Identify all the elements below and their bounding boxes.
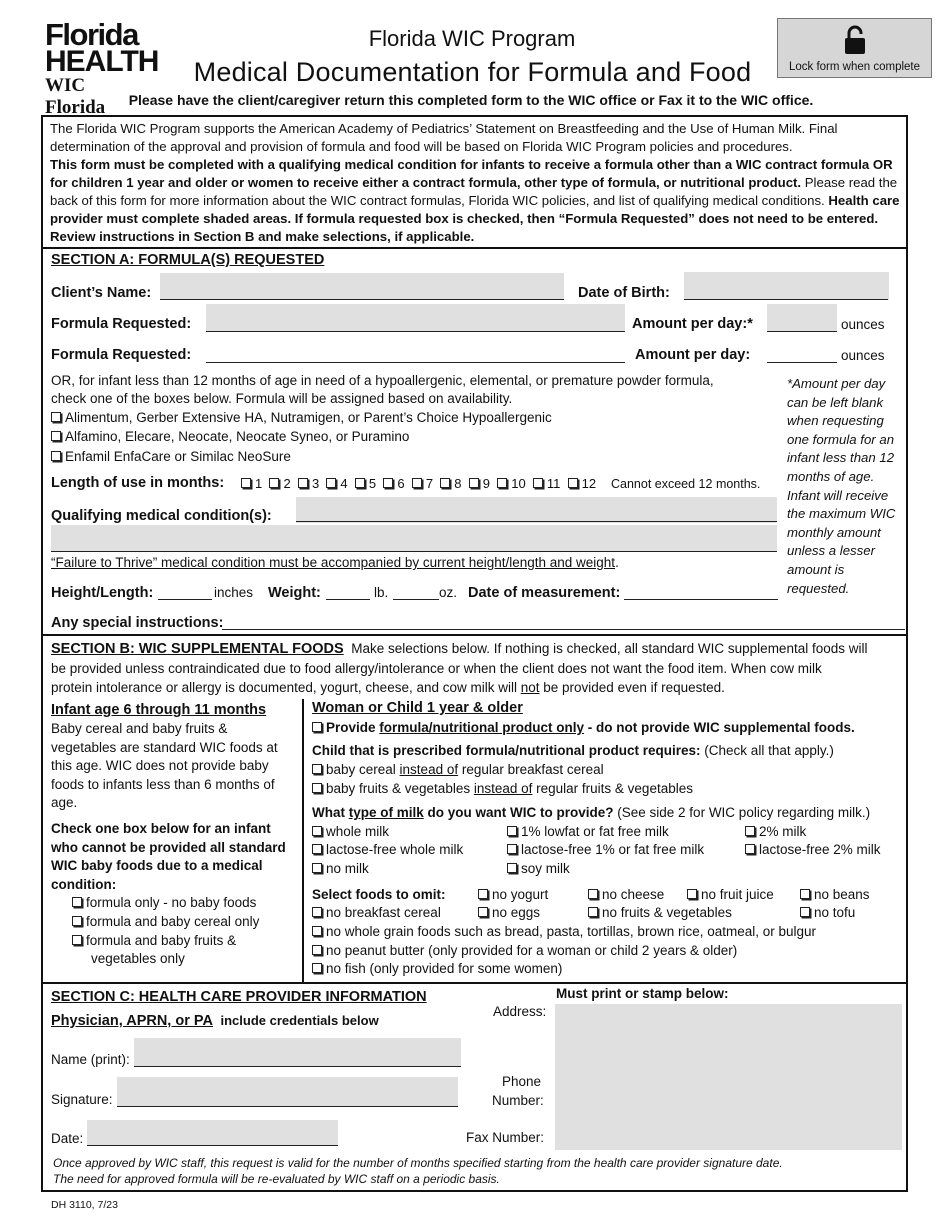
milk-option-soy[interactable] <box>507 860 570 879</box>
amount-per-day-2-label: Amount per day: <box>635 347 751 363</box>
checkbox-icon[interactable] <box>51 451 61 461</box>
milk-q-d: (See side 2 for WIC policy regarding milk.) <box>613 805 871 820</box>
form-subtitle: Please have the client/caregiver return this completed form to the WIC office or Fax it to the WIC office. <box>128 92 814 108</box>
milk-option-whole[interactable] <box>312 823 389 842</box>
milk-q-a: What <box>312 805 349 820</box>
name-print-field[interactable] <box>134 1038 461 1066</box>
footnote-2: The need for approved formula will be re-evaluated by WIC staff on a periodic basis. <box>53 1172 500 1186</box>
formula-option-2[interactable] <box>51 428 409 447</box>
month-label: 12 <box>581 476 597 491</box>
failure-to-thrive-note: “Failure to Thrive” medical condition must be accompanied by current height/length and weight. <box>51 555 619 570</box>
milk-label: 1% lowfat or fat free milk <box>521 824 669 839</box>
logo-line-health: HEALTH <box>45 45 159 78</box>
formula-requested-1-label: Formula Requested: <box>51 316 192 332</box>
month-label: 6 <box>397 476 405 491</box>
checkbox-icon[interactable] <box>687 889 697 899</box>
omit-label: Select foods to omit: <box>312 887 446 902</box>
provide-b: formula/nutritional product only <box>379 720 585 735</box>
provider-stamp-field[interactable] <box>555 1004 902 1150</box>
formula-requested-2-label: Formula Requested: <box>51 347 192 363</box>
milk-option-lf-whole[interactable] <box>312 841 463 860</box>
checkbox-icon[interactable] <box>312 826 322 836</box>
omit-fruit-juice[interactable] <box>687 886 774 905</box>
dob-line <box>684 299 888 300</box>
woman-child-title: Woman or Child 1 year & older <box>312 700 523 716</box>
month-1[interactable] <box>241 476 262 491</box>
date-measurement-line <box>624 599 778 600</box>
section-b-header <box>51 640 867 659</box>
or-text-1: OR, for infant less than 12 months of age in need of a hypoallergenic, elemental, or premature powder formula, <box>51 373 714 388</box>
checkbox-icon[interactable] <box>312 722 322 732</box>
must-print-label: Must print or stamp below: <box>556 986 729 1001</box>
checkbox-icon[interactable] <box>800 907 810 917</box>
omit-fruits-vegetables[interactable] <box>588 904 732 923</box>
checkbox-icon[interactable] <box>355 478 365 488</box>
omit-option-label: no beans <box>814 887 870 902</box>
qualifying-condition-line-1 <box>296 521 777 522</box>
milk-question <box>312 804 870 823</box>
formula-option-3[interactable] <box>51 448 291 467</box>
checkbox-icon[interactable] <box>312 844 322 854</box>
infant-option-3-label: formula and baby fruits & <box>86 933 237 948</box>
omit-fish[interactable] <box>312 960 562 979</box>
checkbox-icon[interactable] <box>588 889 598 899</box>
checkbox-icon[interactable] <box>568 478 578 488</box>
height-line <box>158 599 212 600</box>
milk-option-lf-1pct[interactable] <box>507 841 704 860</box>
lock-form-label: Lock form when complete <box>788 61 921 73</box>
milk-q-c: do you want WIC to provide? <box>423 805 614 820</box>
section-b-intro-2: be provided unless contraindicated due to food allergy/intolerance or when the client does not want the food item. When cow milk <box>51 661 822 676</box>
month-3[interactable] <box>298 476 319 491</box>
infant-option-2-label: formula and baby cereal only <box>86 914 260 929</box>
month-7[interactable] <box>412 476 433 491</box>
intro-text-2: This form must be completed with a qualifying medical condition for infants to receive a formula other than a WIC contract formula OR for children 1 year and older or women to receive either a contract formula, other type of formula, or nutritional product. <box>50 157 893 190</box>
name-print-label: Name (print): <box>51 1052 130 1067</box>
checkbox-icon[interactable] <box>298 478 308 488</box>
omit-eggs[interactable] <box>478 904 540 923</box>
milk-label: whole milk <box>326 824 390 839</box>
lock-icon <box>844 25 866 55</box>
omit-peanut-butter[interactable] <box>312 942 737 961</box>
checkbox-icon[interactable] <box>241 478 251 488</box>
checkbox-icon[interactable] <box>478 907 488 917</box>
weight-label: Weight: <box>268 585 321 601</box>
infant-option-1-label: formula only - no baby foods <box>86 895 257 910</box>
formula-requested-2-line <box>206 362 625 363</box>
inches-label: inches <box>214 585 254 600</box>
omit-beans[interactable] <box>800 886 870 905</box>
length-of-use-label: Length of use in months: <box>51 475 225 491</box>
qualifying-condition-field-2[interactable] <box>51 525 777 551</box>
qualifying-condition-field[interactable] <box>296 497 777 523</box>
month-11[interactable] <box>533 476 561 491</box>
formula-option-1-label: Alimentum, Gerber Extensive HA, Nutramigen, or Parent’s Choice Hypoallergenic <box>65 410 552 425</box>
qualifying-condition-label: Qualifying medical condition(s): <box>51 508 272 524</box>
address-label: Address: <box>493 1004 547 1019</box>
milk-q-b: type of milk <box>348 805 424 820</box>
amount-per-day-2-line <box>767 362 837 363</box>
infant-text: Baby cereal and baby fruits & vegetables are standard WIC foods at this age. WIC does not provide baby foods to infants less than 6 months of age. <box>51 721 278 811</box>
omit-option-label: no eggs <box>492 905 541 920</box>
signature-line <box>117 1106 458 1107</box>
height-label: Height/Length: <box>51 585 154 601</box>
logo-line-florida: Florida <box>45 17 138 52</box>
phone-label: Phone <box>502 1074 542 1089</box>
omit-yogurt[interactable] <box>478 886 548 905</box>
formula-requested-1-line <box>206 331 625 332</box>
checkbox-icon[interactable] <box>745 844 755 854</box>
client-name-line <box>160 299 564 300</box>
checkbox-icon[interactable] <box>478 889 488 899</box>
child-opt2a: baby fruits & vegetables <box>326 781 474 796</box>
month-10[interactable] <box>497 476 525 491</box>
formula-option-3-label: Enfamil EnfaCare or Similac NeoSure <box>65 449 291 464</box>
month-5[interactable] <box>355 476 376 491</box>
milk-option-1pct[interactable] <box>507 823 669 842</box>
checkbox-icon[interactable] <box>72 935 82 945</box>
section-c-title: SECTION C: HEALTH CARE PROVIDER INFORMATION <box>51 989 427 1005</box>
intro-text-1: The Florida WIC Program supports the American Academy of Pediatrics’ Statement on Breastfeeding and the Use of Human Milk. Final determination of the approval and provision of formula and food will be based on Florida WIC Program policies and procedures. <box>50 121 838 154</box>
checkbox-icon[interactable] <box>269 478 279 488</box>
omit-breakfast-cereal[interactable] <box>312 904 441 923</box>
milk-label: soy milk <box>521 861 570 876</box>
section-b-intro-1: Make selections below. If nothing is checked, all standard WIC supplemental foods will <box>351 641 868 656</box>
checkbox-icon[interactable] <box>507 844 517 854</box>
infant-option-3[interactable] <box>72 932 236 951</box>
infant-option-1[interactable] <box>72 894 256 913</box>
month-4[interactable] <box>326 476 347 491</box>
date-label: Date: <box>51 1131 84 1146</box>
child-option-1[interactable] <box>312 761 604 780</box>
checkbox-icon[interactable] <box>72 897 82 907</box>
checkbox-icon[interactable] <box>440 478 450 488</box>
month-9[interactable] <box>469 476 490 491</box>
omit-option-label: no breakfast cereal <box>326 905 441 920</box>
client-name-field[interactable] <box>160 273 564 300</box>
oz-label: oz. <box>439 585 458 600</box>
formula-option-2-label: Alfamino, Elecare, Neocate, Neocate Syneo, or Puramino <box>65 429 410 444</box>
child-opt1b: instead of <box>399 762 459 777</box>
milk-label: lactose-free whole milk <box>326 842 464 857</box>
month-2[interactable] <box>269 476 290 491</box>
milk-option-2pct[interactable] <box>745 823 806 842</box>
month-label: 5 <box>368 476 377 491</box>
checkbox-icon[interactable] <box>312 764 322 774</box>
divider-section-c <box>41 982 908 984</box>
checkbox-icon[interactable] <box>533 478 543 488</box>
omit-tofu[interactable] <box>800 904 855 923</box>
failure-to-thrive-text: “Failure to Thrive” medical condition must be accompanied by current height/length and weight <box>51 555 616 570</box>
name-print-line <box>134 1066 461 1067</box>
divider-section-b <box>41 634 908 636</box>
or-text-2: check one of the boxes below. Formula will be assigned based on availability. <box>51 391 513 406</box>
checkbox-icon[interactable] <box>507 863 517 873</box>
child-requires-bold: Child that is prescribed formula/nutritional product requires: <box>312 743 701 758</box>
amount-per-day-note: *Amount per day can be left blank when requesting one formula for an infant less than 12 months of age. Infant will receive the maximum WIC monthly amount unless a lesser amount is requested. <box>787 376 896 596</box>
client-name-label: Client’s Name: <box>51 285 152 301</box>
section-b-intro-3c: be provided even if requested. <box>539 680 725 695</box>
fax-label: Fax Number: <box>466 1130 545 1145</box>
amount-per-day-1-label: Amount per day:* <box>632 316 753 332</box>
checkbox-icon[interactable] <box>51 431 61 441</box>
checkbox-icon[interactable] <box>800 889 810 899</box>
section-b-intro-3b: not <box>520 680 540 695</box>
section-a-title: SECTION A: FORMULA(S) REQUESTED <box>51 252 325 268</box>
cannot-exceed-note: Cannot exceed 12 months. <box>611 477 761 491</box>
special-instructions-line <box>222 629 905 630</box>
divider-intro <box>41 247 908 249</box>
child-option-2[interactable] <box>312 780 693 799</box>
ounces-2-label: ounces <box>841 348 885 363</box>
signature-field[interactable] <box>117 1077 458 1106</box>
omit-option-label: no fruit juice <box>701 887 774 902</box>
checkbox-icon[interactable] <box>745 826 755 836</box>
checkbox-icon[interactable] <box>312 907 322 917</box>
section-b-intro-3 <box>51 679 725 698</box>
infant-check-title: Check one box below for an infant who cannot be provided all standard WIC baby foods due to a medical condition: <box>51 821 286 892</box>
checkbox-icon[interactable] <box>469 478 479 488</box>
infant-option-2[interactable] <box>72 913 259 932</box>
ounces-1-label: ounces <box>841 317 885 332</box>
checkbox-icon[interactable] <box>497 478 507 488</box>
month-label: 11 <box>546 476 561 491</box>
omit-option-label: no cheese <box>602 887 665 902</box>
signature-label: Signature: <box>51 1092 113 1107</box>
month-6[interactable] <box>383 476 404 491</box>
month-checkboxes <box>241 475 596 494</box>
child-requires <box>312 742 834 761</box>
month-12[interactable] <box>568 476 596 491</box>
physician-line <box>51 1012 379 1031</box>
child-opt2b: instead of <box>473 781 533 796</box>
amount-per-day-1-line <box>767 331 837 332</box>
credentials-label: include credentials below <box>220 1013 379 1028</box>
month-label: 3 <box>311 476 320 491</box>
dob-label: Date of Birth: <box>578 285 670 301</box>
month-8[interactable] <box>440 476 461 491</box>
child-opt1a: baby cereal <box>326 762 400 777</box>
logo-line-wic: WIC Florida <box>45 75 106 118</box>
month-label: 2 <box>283 476 291 491</box>
weight-lb-line <box>326 599 370 600</box>
section-b-intro-3a: protein intolerance or allergy is documented, yogurt, cheese, and cow milk will <box>51 680 521 695</box>
month-label: 9 <box>482 476 490 491</box>
checkbox-icon[interactable] <box>51 412 61 422</box>
checkbox-icon[interactable] <box>312 945 322 955</box>
lb-label: lb. <box>374 585 389 600</box>
amount-per-day-1-field[interactable] <box>767 304 837 331</box>
provide-a: Provide <box>326 720 380 735</box>
provide-c: - do not provide WIC supplemental foods. <box>584 720 855 735</box>
dob-field[interactable] <box>684 272 889 300</box>
month-label: 8 <box>454 476 462 491</box>
checkbox-icon[interactable] <box>312 926 322 936</box>
omit-option-label: no yogurt <box>492 887 549 902</box>
weight-oz-line <box>393 599 439 600</box>
milk-option-no-milk[interactable] <box>312 860 369 879</box>
omit-cheese[interactable] <box>588 886 664 905</box>
qualifying-condition-line-2 <box>51 551 777 552</box>
omit-option-label: no whole grain foods such as bread, pasta, tortillas, brown rice, oatmeal, or bulgur <box>326 924 817 939</box>
section-b-title: SECTION B: WIC SUPPLEMENTAL FOODS <box>51 641 344 657</box>
child-opt1c: regular breakfast cereal <box>458 762 604 777</box>
omit-whole-grain[interactable] <box>312 923 816 942</box>
milk-label: lactose-free 1% or fat free milk <box>521 842 705 857</box>
program-title: Florida WIC Program <box>368 26 576 51</box>
intro-text-3: Please read the back of this form for more information about the WIC contract formulas, Florida WIC policies, and list of qualifying medical conditions. <box>50 175 898 208</box>
form-id: DH 3110, 7/23 <box>51 1199 118 1211</box>
milk-label: no milk <box>326 861 369 876</box>
date-field[interactable] <box>87 1120 338 1145</box>
checkbox-icon[interactable] <box>588 907 598 917</box>
provide-formula-only[interactable] <box>312 719 855 738</box>
child-requires-rest: (Check all that apply.) <box>700 743 834 758</box>
lock-form-button[interactable] <box>777 18 932 78</box>
checkbox-icon[interactable] <box>312 963 322 973</box>
date-measurement-label: Date of measurement: <box>468 585 621 601</box>
footnote-1: Once approved by WIC staff, this request is valid for the number of months specified starting from the health care provider signature date. <box>53 1156 783 1170</box>
form-title: Medical Documentation for Formula and Food <box>193 57 752 87</box>
month-label: 10 <box>511 476 526 491</box>
checkbox-icon[interactable] <box>412 478 422 488</box>
divider-section-b-columns <box>302 699 304 982</box>
intro-text-4: Health care provider must complete shaded areas. If formula requested box is checked, then “Formula Requested” does not need to be entered. Review instructions in Section B and make selections, if applicable. <box>50 193 900 244</box>
omit-option-label: no fish (only provided for some women) <box>326 961 563 976</box>
omit-option-label: no peanut butter (only provided for a woman or child 2 years & older) <box>326 943 738 958</box>
milk-label: lactose-free 2% milk <box>759 842 881 857</box>
number-label: Number: <box>492 1093 544 1108</box>
checkbox-icon[interactable] <box>507 826 517 836</box>
date-line <box>87 1145 338 1146</box>
checkbox-icon[interactable] <box>326 478 336 488</box>
omit-option-label: no fruits & vegetables <box>602 905 732 920</box>
omit-option-label: no tofu <box>814 905 856 920</box>
special-instructions-label: Any special instructions: <box>51 615 224 631</box>
infant-title: Infant age 6 through 11 months <box>51 702 267 718</box>
month-label: 1 <box>255 476 263 491</box>
checkbox-icon[interactable] <box>383 478 393 488</box>
milk-label: 2% milk <box>759 824 807 839</box>
formula-option-1[interactable] <box>51 409 552 428</box>
child-opt2c: regular fruits & vegetables <box>532 781 693 796</box>
intro-paragraph <box>50 120 900 246</box>
infant-option-3-cont: vegetables only <box>91 951 185 966</box>
physician-label: Physician, APRN, or PA <box>51 1013 213 1029</box>
month-label: 4 <box>340 476 348 491</box>
checkbox-icon[interactable] <box>312 863 322 873</box>
formula-requested-1-field[interactable] <box>206 304 625 331</box>
month-label: 7 <box>425 476 434 491</box>
checkbox-icon[interactable] <box>72 916 82 926</box>
checkbox-icon[interactable] <box>312 783 322 793</box>
milk-option-lf-2pct[interactable] <box>745 841 881 860</box>
